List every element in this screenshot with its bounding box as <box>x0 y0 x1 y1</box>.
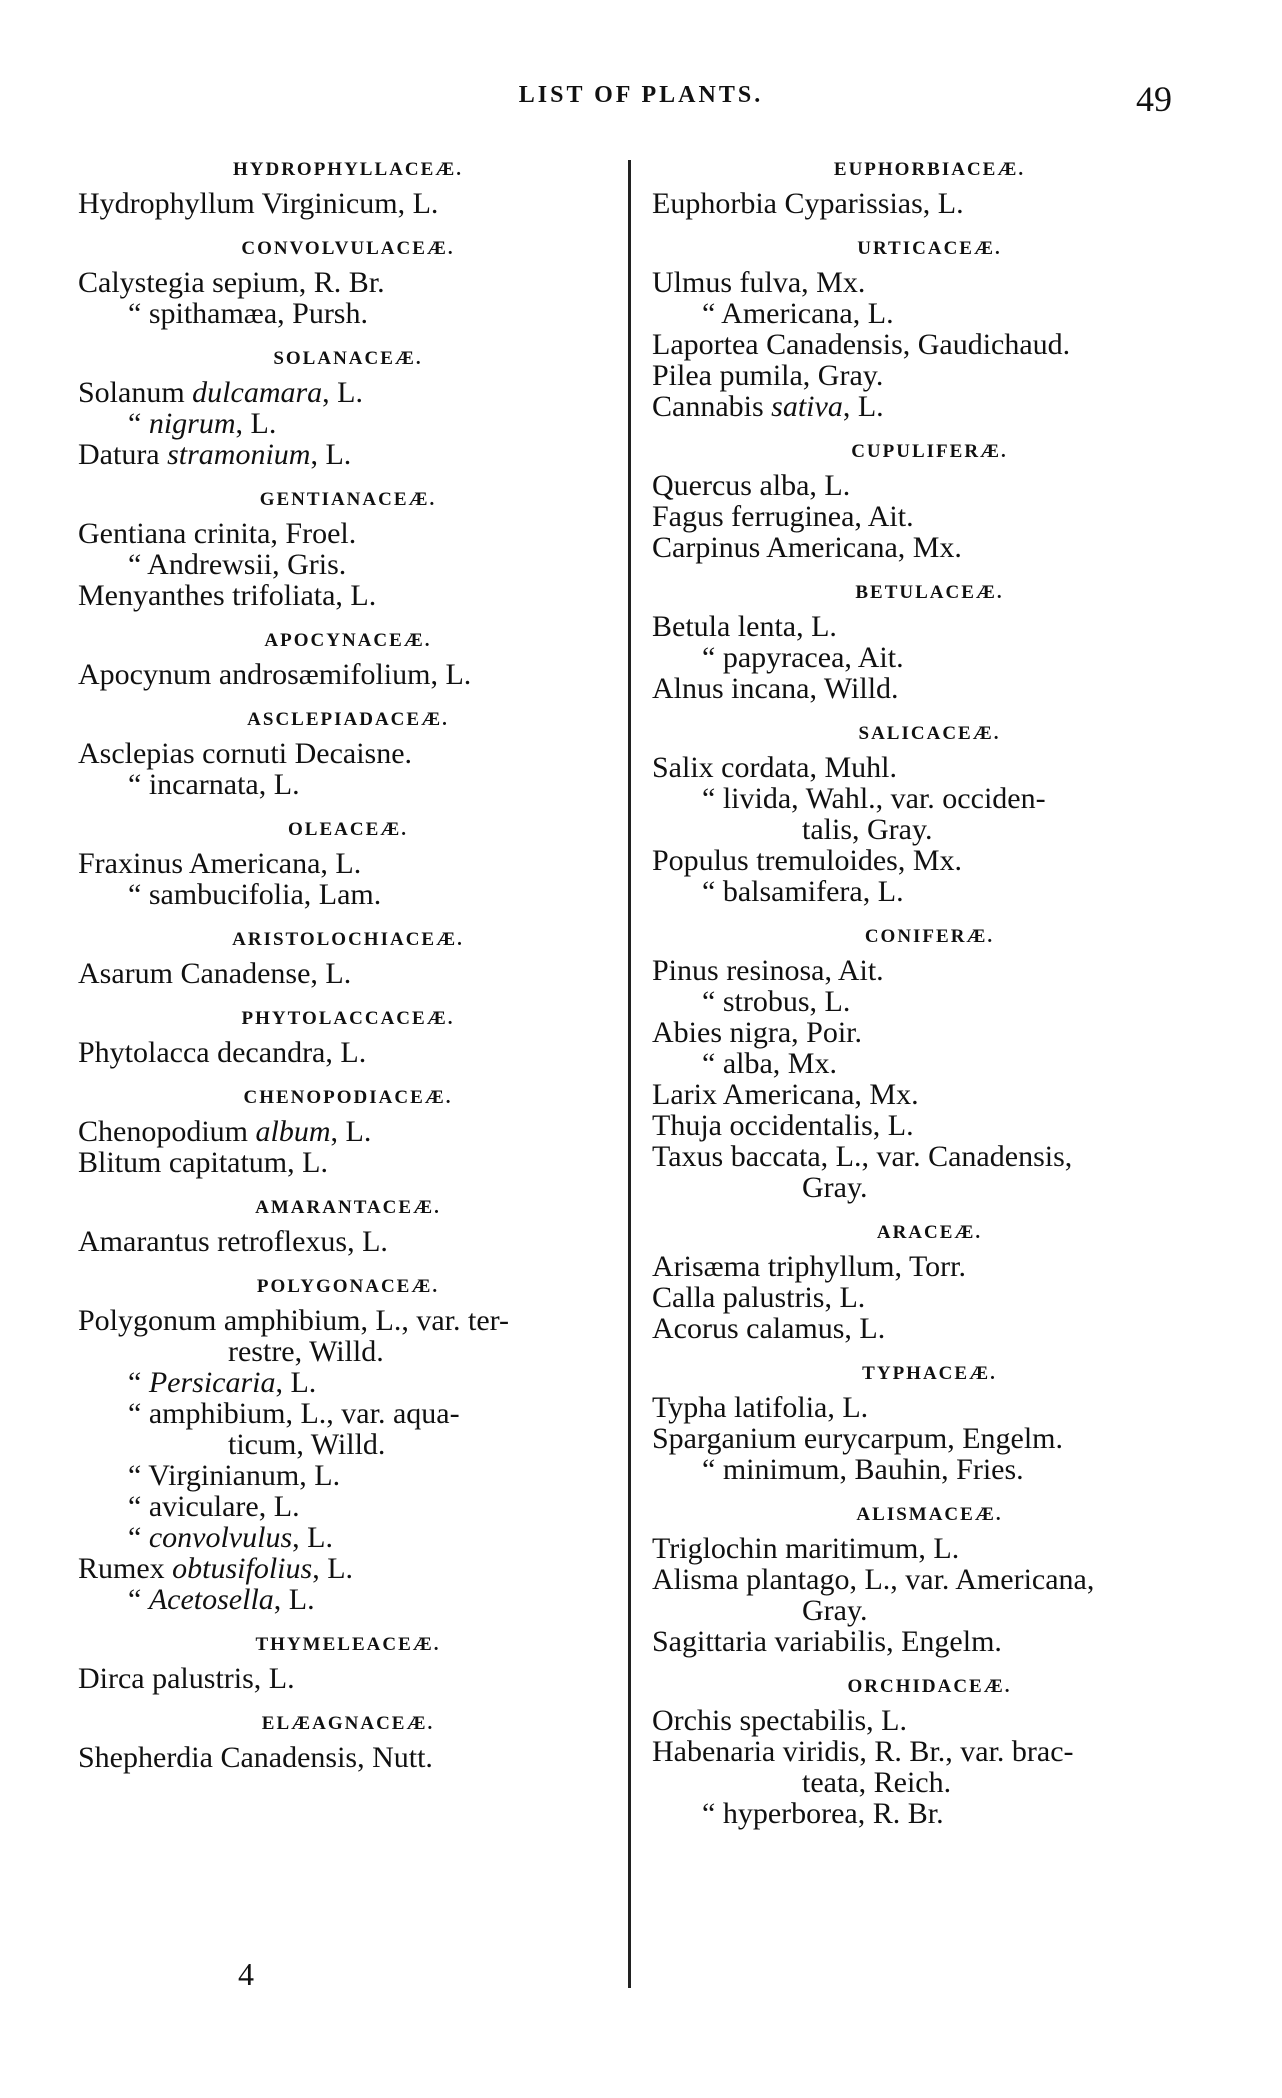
species-entry: Betula lenta, L. <box>652 610 837 643</box>
family-heading: ORCHIDACEÆ. <box>847 1676 1012 1697</box>
family-heading: CONVOLVULACEÆ. <box>241 238 455 259</box>
italic-epithet: Persicaria <box>148 1366 276 1399</box>
species-entry: Larix Americana, Mx. <box>652 1078 919 1111</box>
species-entry: Quercus alba, L. <box>652 469 851 502</box>
authority-text: , L. <box>310 438 352 471</box>
species-entry: Shepherdia Canadensis, Nutt. <box>78 1741 433 1774</box>
genus-text: Rumex <box>78 1552 173 1585</box>
family-heading: TYPHACEÆ. <box>862 1363 997 1384</box>
authority-text: , L. <box>235 407 277 440</box>
species-entry: Habenaria viridis, R. Br., var. brac- <box>652 1735 1074 1768</box>
species-entry: “ strobus, L. <box>702 985 851 1018</box>
authority-text: , L. <box>330 1115 372 1148</box>
species-entry: Pilea pumila, Gray. <box>652 359 884 392</box>
italic-epithet: Acetosella <box>148 1583 274 1616</box>
italic-epithet: obtusifolius <box>172 1552 313 1585</box>
authority-text: , L. <box>842 390 884 423</box>
species-entry: Gentiana crinita, Froel. <box>78 517 357 550</box>
species-entry: Typha latifolia, L. <box>652 1391 869 1424</box>
species-entry: Populus tremuloides, Mx. <box>652 844 963 877</box>
running-head <box>0 78 1282 118</box>
species-entry: Sagittaria variabilis, Engelm. <box>652 1625 1002 1658</box>
family-heading: ALISMACEÆ. <box>856 1504 1003 1525</box>
species-entry: Orchis spectabilis, L. <box>652 1704 907 1737</box>
family-heading: THYMELEACEÆ. <box>255 1634 441 1655</box>
italic-epithet: dulcamara <box>192 376 323 409</box>
ditto-mark: “ <box>128 1521 149 1554</box>
species-entry: Abies nigra, Poir. <box>652 1016 862 1049</box>
species-entry: “ minimum, Bauhin, Fries. <box>702 1453 1024 1486</box>
family-heading: HYDROPHYLLACEÆ. <box>232 159 464 180</box>
family-heading: ASCLEPIADACEÆ. <box>247 709 449 730</box>
species-entry <box>78 1522 618 1553</box>
species-entry: Thuja occidentalis, L. <box>652 1109 914 1142</box>
family-heading: SALICACEÆ. <box>858 723 1001 744</box>
authority-text: , L. <box>273 1583 315 1616</box>
species-entry <box>78 377 618 408</box>
family-heading: URTICACEÆ. <box>857 238 1002 259</box>
genus-text: Chenopodium <box>78 1115 256 1148</box>
page-number: 49 <box>1136 79 1172 119</box>
species-entry: “ livida, Wahl., var. occiden- <box>702 782 1046 815</box>
species-entry: Taxus baccata, L., var. Canadensis, <box>652 1140 1073 1173</box>
species-entry: Alisma plantago, L., var. Americana, <box>652 1563 1095 1596</box>
genus-text: Datura <box>78 438 168 471</box>
family-heading: POLYGONACEÆ. <box>256 1276 440 1297</box>
species-entry-continuation: teata, Reich. <box>802 1766 952 1799</box>
species-entry: Ulmus fulva, Mx. <box>652 266 866 299</box>
authority-text: , L. <box>322 376 363 409</box>
species-entry: Laportea Canadensis, Gaudichaud. <box>652 328 1071 361</box>
species-entry <box>78 1367 618 1398</box>
species-entry: Carpinus Americana, Mx. <box>652 531 962 564</box>
family-heading: OLEACEÆ. <box>288 819 408 840</box>
species-entry: Fraxinus Americana, L. <box>78 847 362 880</box>
authority-text: , L. <box>275 1366 317 1399</box>
family-heading: EUPHORBIACEÆ. <box>833 159 1026 180</box>
species-entry <box>78 1553 618 1584</box>
species-entry: Calystegia sepium, R. Br. <box>78 266 385 299</box>
species-entry-continuation: ticum, Willd. <box>228 1428 386 1461</box>
column-rule <box>628 160 631 1988</box>
species-entry: Euphorbia Cyparissias, L. <box>652 187 964 220</box>
species-entry: Fagus ferruginea, Ait. <box>652 500 914 533</box>
species-entry: Pinus resinosa, Ait. <box>652 954 884 987</box>
ditto-mark: “ <box>128 1366 149 1399</box>
species-entry: “ sambucifolia, Lam. <box>128 878 382 911</box>
species-entry <box>78 439 618 470</box>
species-entry: “ alba, Mx. <box>702 1047 837 1080</box>
species-entry: Dirca palustris, L. <box>78 1662 295 1695</box>
family-heading: SOLANACEÆ. <box>273 348 423 369</box>
species-entry: Triglochin maritimum, L. <box>652 1532 960 1565</box>
species-entry: Alnus incana, Willd. <box>652 672 899 705</box>
species-entry: Polygonum amphibium, L., var. ter- <box>78 1304 510 1337</box>
species-entry: “ incarnata, L. <box>128 768 300 801</box>
authority-text: , L. <box>312 1552 354 1585</box>
running-head-title: LIST OF PLANTS. <box>518 82 764 108</box>
family-heading: GENTIANACEÆ. <box>259 489 437 510</box>
species-entry: “ Americana, L. <box>702 297 894 330</box>
ditto-mark: “ <box>128 407 149 440</box>
species-entry: Asarum Canadense, L. <box>78 957 352 990</box>
species-entry: Sparganium eurycarpum, Engelm. <box>652 1422 1064 1455</box>
signature-mark: 4 <box>238 1956 254 1992</box>
family-heading: CONIFERÆ. <box>864 926 995 947</box>
family-heading: CUPULIFERÆ. <box>851 441 1008 462</box>
species-entry <box>78 408 618 439</box>
italic-epithet: sativa <box>771 390 843 423</box>
species-entry: Blitum capitatum, L. <box>78 1146 328 1179</box>
family-heading: PHYTOLACCACEÆ. <box>241 1008 455 1029</box>
genus-text: Solanum <box>78 376 193 409</box>
italic-epithet: album <box>255 1115 331 1148</box>
right-column <box>652 158 1207 1829</box>
species-entry: Acorus calamus, L. <box>652 1312 886 1345</box>
family-heading: APOCYNACEÆ. <box>264 630 432 651</box>
species-entry: “ hyperborea, R. Br. <box>702 1797 944 1830</box>
species-entry: “ papyracea, Ait. <box>702 641 904 674</box>
italic-epithet: convolvulus <box>148 1521 293 1554</box>
species-entry: “ amphibium, L., var. aqua- <box>128 1397 460 1430</box>
ditto-mark: “ <box>128 1583 149 1616</box>
family-heading: AMARANTACEÆ. <box>255 1197 441 1218</box>
species-entry: Apocynum androsæmifolium, L. <box>78 658 472 691</box>
italic-epithet: stramonium <box>167 438 311 471</box>
family-heading: CHENOPODIACEÆ. <box>243 1087 453 1108</box>
species-entry-continuation: Gray. <box>802 1171 868 1204</box>
species-entry: “ balsamifera, L. <box>702 875 904 908</box>
species-entry: “ spithamæa, Pursh. <box>128 297 368 330</box>
species-entry: “ Virginianum, L. <box>128 1459 341 1492</box>
species-entry-continuation: restre, Willd. <box>228 1335 384 1368</box>
genus-text: Cannabis <box>652 390 772 423</box>
authority-text: , L. <box>292 1521 333 1554</box>
left-column <box>78 158 618 1773</box>
italic-epithet: nigrum <box>148 407 236 440</box>
species-entry <box>78 1584 618 1615</box>
species-entry: Hydrophyllum Virginicum, L. <box>78 187 439 220</box>
family-heading: ELÆAGNACEÆ. <box>261 1713 435 1734</box>
species-entry <box>78 1116 618 1147</box>
species-entry: “ aviculare, L. <box>128 1490 300 1523</box>
species-entry: Phytolacca decandra, L. <box>78 1036 367 1069</box>
species-entry: Amarantus retroflexus, L. <box>78 1225 388 1258</box>
species-entry: “ Andrewsii, Gris. <box>128 548 347 581</box>
species-entry-continuation: talis, Gray. <box>802 813 933 846</box>
species-entry: Asclepias cornuti Decaisne. <box>78 737 413 770</box>
species-entry <box>652 391 1207 422</box>
species-entry: Salix cordata, Muhl. <box>652 751 897 784</box>
family-heading: ARISTOLOCHIACEÆ. <box>232 929 464 950</box>
family-heading: ARACEÆ. <box>876 1222 983 1243</box>
family-heading: BETULACEÆ. <box>855 582 1004 603</box>
species-entry: Menyanthes trifoliata, L. <box>78 579 377 612</box>
species-entry: Calla palustris, L. <box>652 1281 866 1314</box>
species-entry-continuation: Gray. <box>802 1594 868 1627</box>
species-entry: Arisæma triphyllum, Torr. <box>652 1250 967 1283</box>
